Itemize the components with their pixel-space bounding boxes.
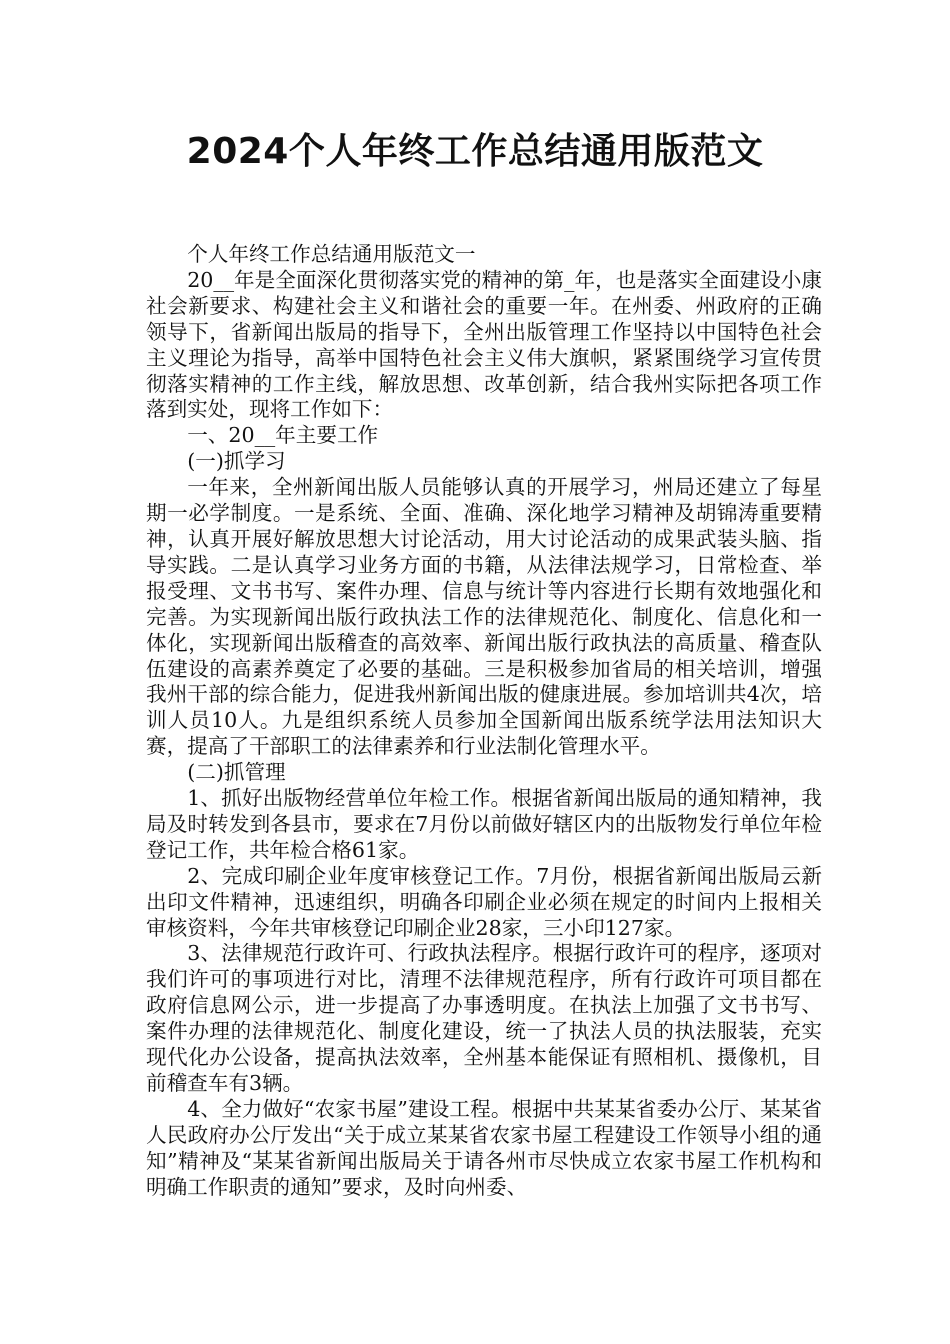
paragraph: 4、全力做好“农家书屋”建设工程。根据中共某某省委办公厅、某某省人民政府办公厅发出“关于成立某某省农家书屋工程建设工作领导小组的通知”精神及“某某省新闻出版局关于请各州市尽快成立农家书屋工作机构和明确工作职责的通知”要求，及时向州委、 (146, 1096, 822, 1199)
subsection-heading: (一)抓学习 (187, 449, 286, 474)
paragraph: 20__年是全面深化贯彻落实党的精神的第_年，也是落实全面建设小康社会新要求、构建社会主义和谐社会的重要一年。在州委、州政府的正确领导下，省新闻出版局的指导下，全州出版管理工作坚持以中国特色社会主义理论为指导，高举中国特色社会主义伟大旗帜，紧紧围绕学习宣传贯彻落实精神的工作主线，解放思想、改革创新，结合我州实际把各项工作落到实处，现将工作如下： (146, 267, 822, 422)
document-title: 2024个人年终工作总结通用版范文 (186, 131, 764, 172)
paragraph: 1、抓好出版物经营单位年检工作。根据省新闻出版局的通知精神，我局及时转发到各县市，要求在7月份以前做好辖区内的出版物发行单位年检登记工作，共年检合格61家。 (146, 786, 822, 862)
section-heading: 一、20__年主要工作 (187, 423, 379, 448)
subsection-heading: (二)抓管理 (187, 760, 286, 785)
document-body (146, 242, 822, 1201)
paragraph: 3、法律规范行政许可、行政执法程序。根据行政许可的程序，逐项对我们许可的事项进行对比，清理不法律规范程序，所有行政许可项目都在政府信息网公示，进一步提高了办事透明度。在执法上加强了文书书写、案件办理的法律规范化、制度化建设，统一了执法人员的执法服装，充实现代化办公设备，提高执法效率，全州基本能保证有照相机、摄像机，目前稽查车有3辆。 (146, 941, 822, 1095)
paragraph: 一年来，全州新闻出版人员能够认真的开展学习，州局还建立了每星期一必学制度。一是系统、全面、准确、深化地学习精神及胡锦涛重要精神，认真开展好解放思想大讨论活动，用大讨论活动的成果武装头脑、指导实践。二是认真学习业务方面的书籍，从法律法规学习，日常检查、举报受理、文书书写、案件办理、信息与统计等内容进行长期有效地强化和完善。为实现新闻出版行政执法工作的法律规范化、制度化、信息化和一体化，实现新闻出版稽查的高效率、新闻出版行政执法的高质量、稽查队伍建设的高素养奠定了必要的基础。三是积极参加省局的相关培训，增强我州干部的综合能力，促进我州新闻出版的健康进展。参加培训共4次，培训人员10人。九是组织系统人员参加全国新闻出版系统学法用法知识大赛，提高了干部职工的法律素养和行业法制化管理水平。 (146, 475, 822, 759)
paragraph: 个人年终工作总结通用版范文一 (187, 242, 476, 266)
paragraph: 2、完成印刷企业年度审核登记工作。7月份，根据省新闻出版局云新出印文件精神，迅速组织，明确各印刷企业必须在规定的时间内上报相关审核资料，今年共审核登记印刷企业28家，三小印127家。 (146, 863, 822, 940)
